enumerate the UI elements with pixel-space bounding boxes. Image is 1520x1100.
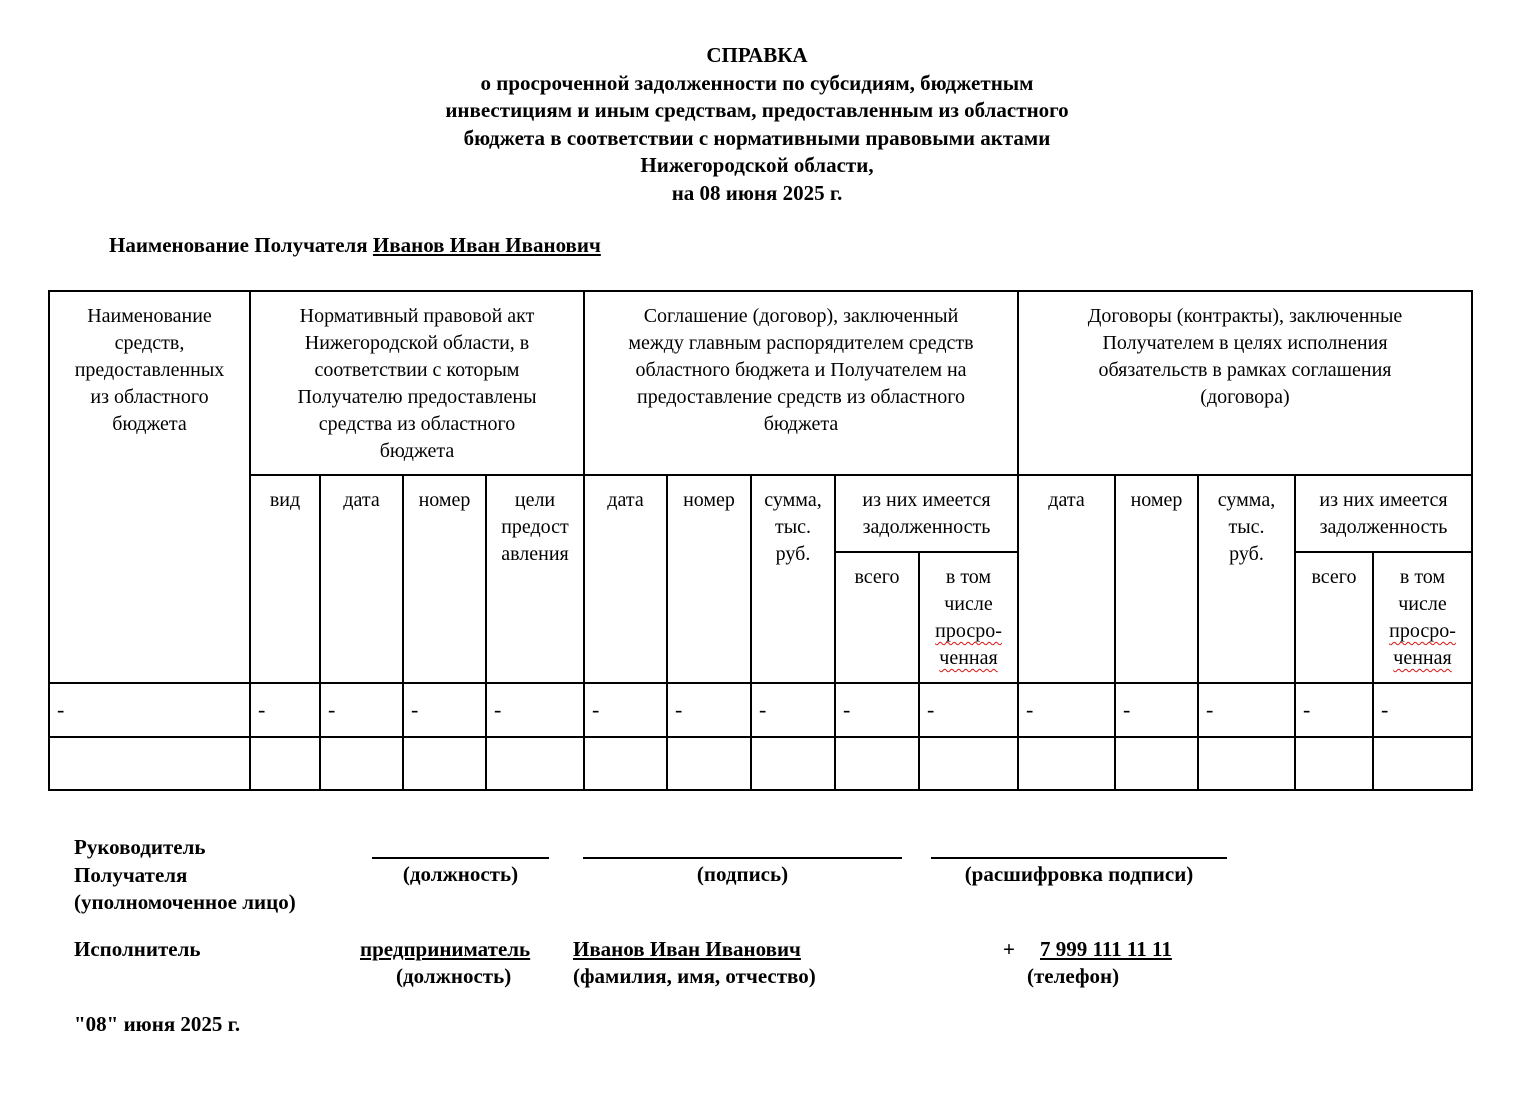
table-cell: - [1018,683,1115,737]
header-act-purpose: цели предост авления [486,475,584,683]
table-cell [403,737,486,790]
signature-line [583,857,902,859]
executor-label: Исполнитель [74,937,201,961]
title-line: о просроченной задолженности по субсидиям, бюджетным [480,70,1034,95]
header-contract-number: номер [1115,475,1198,683]
table-cell [250,737,320,790]
header-contract-date: дата [1018,475,1115,683]
header-agreement-debt-total: всего [835,552,919,683]
header-contract-sum: сумма, тыс. руб. [1198,475,1295,683]
recipient-label: Наименование Получателя [109,233,368,257]
table-cell: - [667,683,751,737]
document-date: "08" июня 2025 г. [74,1012,241,1036]
table-cell: - [1373,683,1472,737]
header-contract-debt: из них имеется задолженность [1295,475,1472,552]
position-line [372,857,549,859]
table-cell [1198,737,1295,790]
phone-number: 7 999 111 11 11 [1040,937,1172,961]
table-cell [320,737,403,790]
table-cell: - [919,683,1018,737]
phone-caption: (телефон) [1027,964,1120,988]
table-cell [1373,737,1472,790]
header-agreement-debt-overdue: в том числе просро- ченная [919,552,1018,683]
header-contract-debt-total: всего [1295,552,1373,683]
table-row [49,683,1472,737]
table-cell: - [250,683,320,737]
title-line: инвестициям и иным средствам, предоставленным из областного [445,98,1069,122]
executor-position: предприниматель [360,937,531,961]
phone-prefix: + [1003,937,1015,961]
title-line: Нижегородской области, [640,153,874,177]
signature-caption: (подпись) [696,862,789,886]
header-act-type: вид [250,475,320,683]
header-agreement-date: дата [584,475,667,683]
table-cell: - [1115,683,1198,737]
table-cell [751,737,835,790]
table-cell: - [751,683,835,737]
table-cell [486,737,584,790]
decode-caption: (расшифровка подписи) [964,862,1194,886]
table-cell [1018,737,1115,790]
header-act-number: номер [403,475,486,683]
executor-name-caption: (фамилия, имя, отчество) [573,964,816,988]
recipient-line [109,233,601,258]
table-cell [667,737,751,790]
header-funds-name: Наименование средств, предоставленных из областного бюджета [49,291,250,683]
title-date: на 08 июня 2025 г. [671,180,843,205]
decode-line [931,857,1227,859]
table-cell: - [486,683,584,737]
table-cell: - [320,683,403,737]
table-cell [1115,737,1198,790]
debt-table [48,290,1473,791]
table-cell: - [403,683,486,737]
position-caption: (должность) [402,862,519,886]
title-line: бюджета в соответствии с нормативными правовыми актами [463,125,1051,150]
title-heading: СПРАВКА [706,43,808,67]
recipient-name: Иванов Иван Иванович [372,233,601,257]
document-title [0,42,1514,207]
table-cell: - [835,683,919,737]
header-legal-act: Нормативный правовой акт Нижегородской области, в соответствии с которым Получателю предоставлены средства из областного бюджета [250,291,584,475]
table-cell [49,737,250,790]
table-cell: - [49,683,250,737]
table-cell [584,737,667,790]
header-agreement-sum: сумма, тыс. руб. [751,475,835,683]
table-cell [919,737,1018,790]
executor-name: Иванов Иван Иванович [573,937,801,961]
table-cell: - [1295,683,1373,737]
executor-position-caption: (должность) [396,964,512,988]
table-cell: - [1198,683,1295,737]
header-agreement: Соглашение (договор), заключенный между главным распорядителем средств областного бюджета и Получателем на предоставление средств из областного бюджета [584,291,1018,475]
table-cell [1295,737,1373,790]
header-act-date: дата [320,475,403,683]
header-contracts: Договоры (контракты), заключенные Получателем в целях исполнения обязательств в рамках соглашения (договора) [1018,291,1472,475]
header-agreement-number: номер [667,475,751,683]
table-cell: - [584,683,667,737]
table-row [49,737,1472,790]
table-cell [835,737,919,790]
head-label: Руководитель Получателя (уполномоченное лицо) [74,835,296,914]
header-contract-debt-overdue: в том числе просро- ченная [1373,552,1472,683]
header-agreement-debt: из них имеется задолженность [835,475,1018,552]
